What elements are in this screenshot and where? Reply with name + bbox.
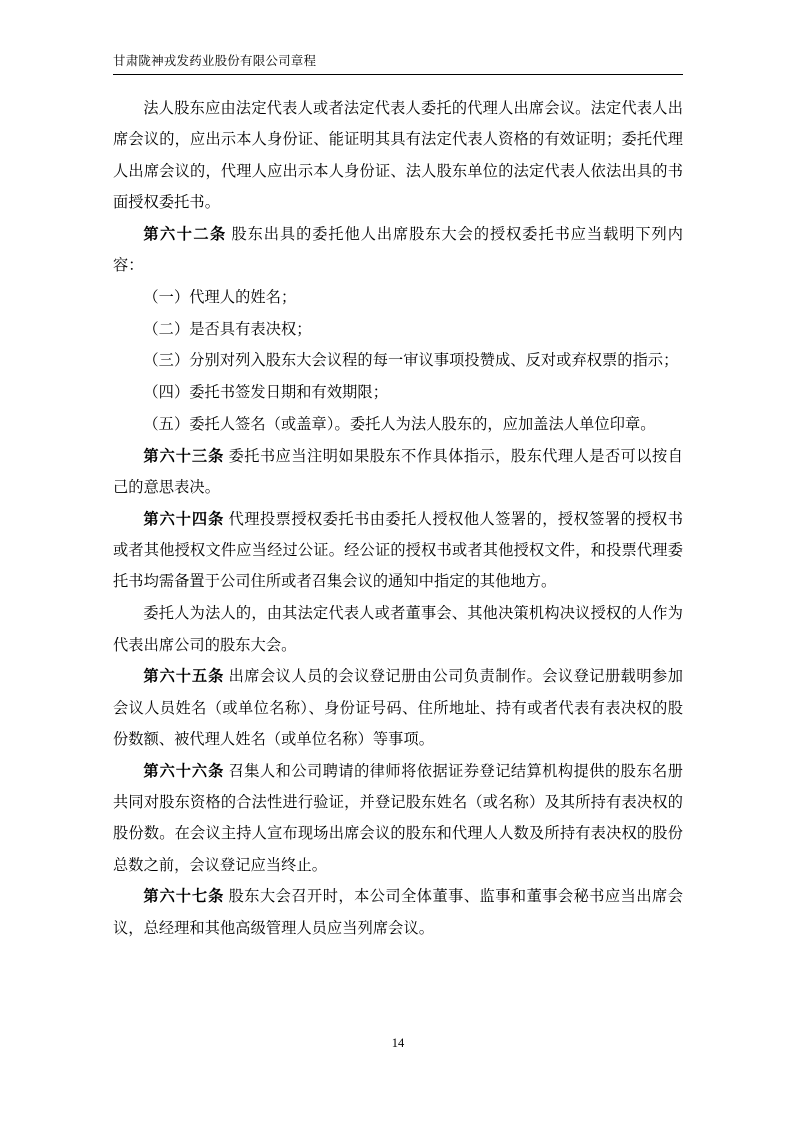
paragraph: [113, 345, 683, 376]
paragraph: [113, 219, 683, 282]
page-content: [113, 0, 683, 1122]
header-divider: [113, 74, 683, 75]
paragraph-text: （一）代理人的姓名；: [143, 288, 297, 306]
paragraph-text: 委托书应当注明如果股东不作具体指示，股东代理人是否可以按自己的意思表决。: [113, 447, 683, 497]
article-label: 第六十三条: [143, 447, 225, 465]
paragraph: [113, 409, 683, 440]
paragraph-text: （五）委托人签名（或盖章）。委托人为法人股东的，应加盖法人单位印章。: [143, 415, 656, 433]
paragraph-text: 召集人和公司聘请的律师将依据证券登记结算机构提供的股东名册共同对股东资格的合法性进行验证，并登记股东姓名（或名称）及其所持有表决权的股份数。在会议主持人宣布现场出席会议的股东和代理人人数及所持有表决权的股份总数之前，会议登记应当终止。: [113, 762, 683, 874]
page-number: 14: [391, 1036, 405, 1050]
paragraph: [113, 93, 683, 218]
article-label: 第六十二条: [143, 225, 227, 243]
paragraph: [113, 377, 683, 408]
paragraph-text: （三）分别对列入股东大会议程的每一审议事项投赞成、反对或弃权票的指示；: [143, 352, 679, 370]
paragraph-text: 出席会议人员的会议登记册由公司负责制作。会议登记册载明参加会议人员姓名（或单位名称）、身份证号码、住所地址、持有或者代表有表决权的股份数额、被代理人姓名（或单位名称）等事项。: [113, 668, 683, 748]
paragraph-text: 委托人为法人的，由其法定代表人或者董事会、其他决策机构决议授权的人作为代表出席公司的股东大会。: [113, 605, 683, 654]
paragraph-text: （二）是否具有表决权；: [143, 320, 312, 338]
paragraph-text: （四）委托书签发日期和有效期限；: [143, 384, 388, 402]
paragraph-text: 法人股东应由法定代表人或者法定代表人委托的代理人出席会议。法定代表人出席会议的，应出示本人身份证、能证明其具有法定代表人资格的有效证明；委托代理人出席会议的，代理人应出示本人身份证、法人股东单位的法定代表人依法出具的书面授权委托书。: [113, 100, 683, 211]
article-label: 第六十四条: [143, 510, 225, 528]
article-label: 第六十六条: [143, 762, 225, 780]
paragraph: [113, 661, 683, 755]
paragraph: [113, 441, 683, 504]
paragraph: [113, 756, 683, 881]
paragraph: [113, 504, 683, 598]
paragraph: [113, 881, 683, 944]
document-body: [113, 93, 683, 945]
article-label: 第六十七条: [143, 888, 225, 906]
paragraph: [113, 282, 683, 313]
paragraph: [113, 598, 683, 661]
article-label: 第六十五条: [143, 668, 225, 686]
paragraph-text: 代理投票授权委托书由委托人授权他人签署的，授权签署的授权书或者其他授权文件应当经过公证。经公证的授权书或者其他授权文件，和投票代理委托书均需备置于公司住所或者召集会议的通知中指定的其他地方。: [113, 510, 683, 591]
paragraph-text: 股东出具的委托他人出席股东大会的授权委托书应当载明下列内容：: [113, 225, 684, 274]
page-header: 甘肃陇神戎发药业股份有限公司章程: [113, 54, 317, 68]
paragraph-text: 股东大会召开时，本公司全体董事、监事和董事会秘书应当出席会议，总经理和其他高级管理人员应当列席会议。: [113, 888, 683, 937]
paragraph: [113, 314, 683, 345]
